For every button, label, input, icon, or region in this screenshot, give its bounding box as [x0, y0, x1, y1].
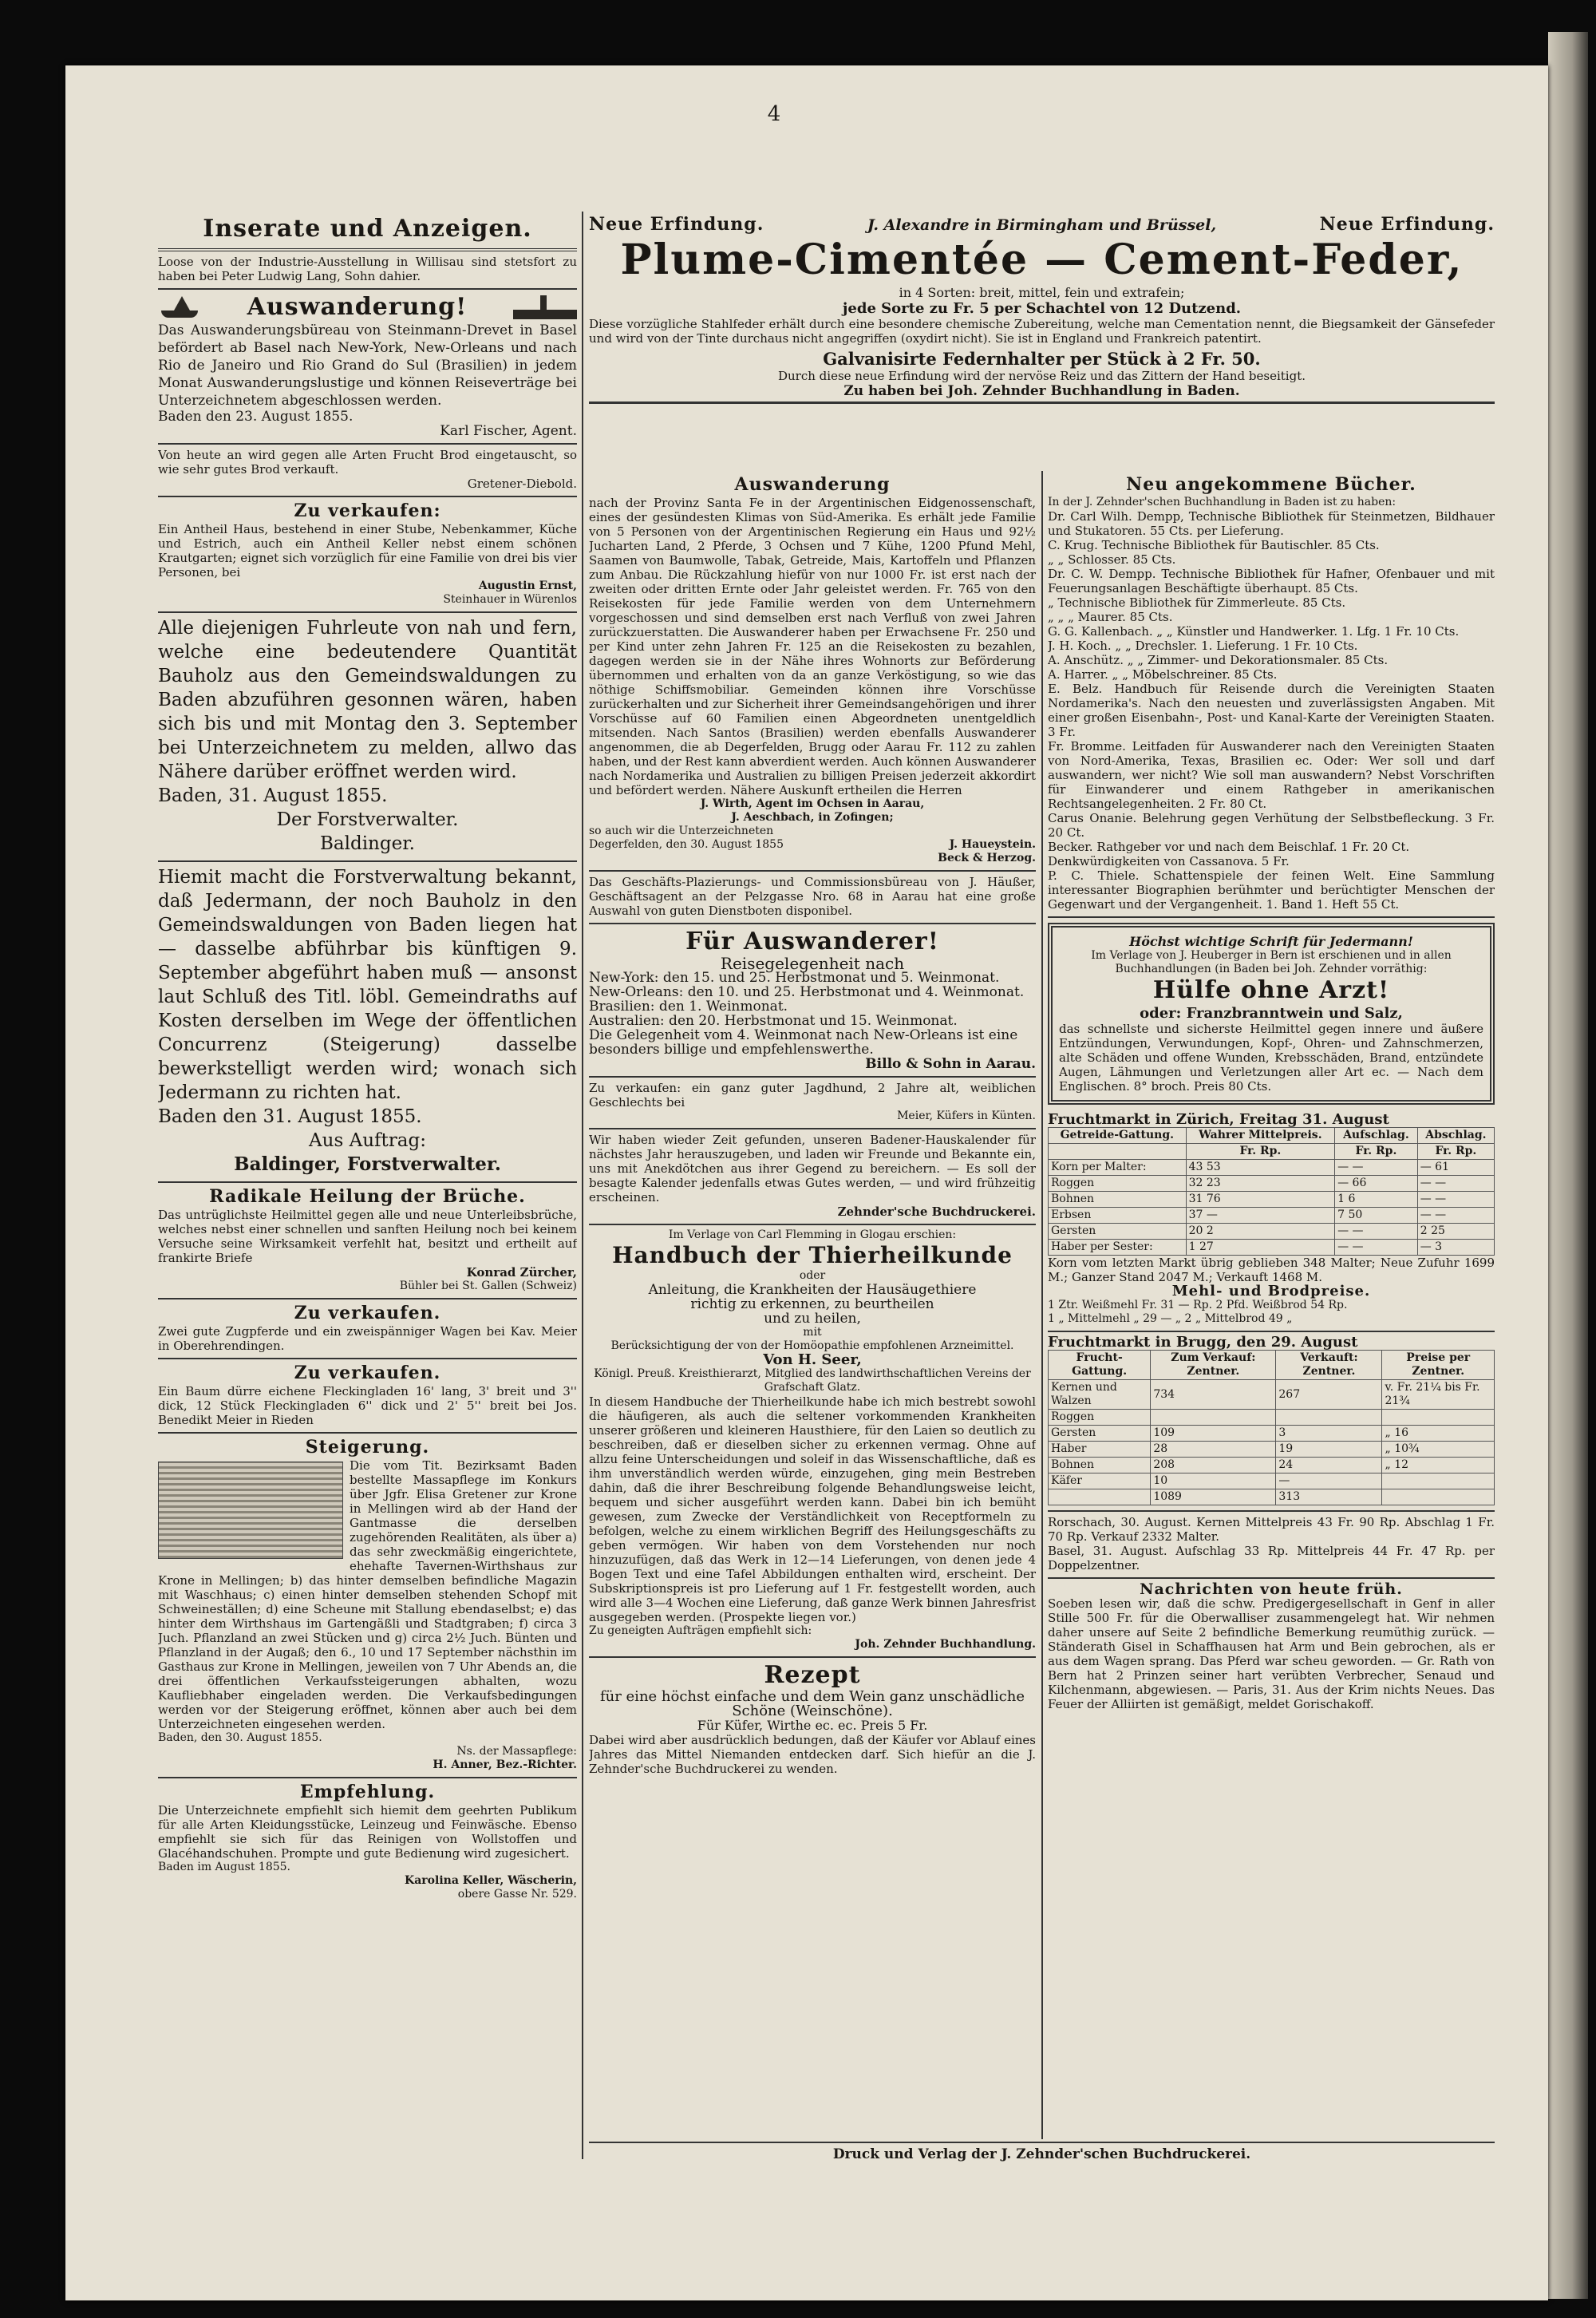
hernia-signature-place: Bühler bei St. Gallen (Schweiz) [399, 1280, 577, 1292]
hunting-dog-signature: Meier, Küfers in Künten. [897, 1110, 1036, 1122]
auction-body: Die vom Tit. Bezirksamt Baden bestellte Massapflege im Konkurs über Jgfr. Elisa Gretener zur Krone in Mellingen wird ab der Hand der Gantmasse die derselben zugehörenden Realitäten, als über a) das sehr zweckmäßig eingerichtete, ehehafte Tavernen-Wirthshaus zur Krone in Mellingen; b) das hinter demselben befindliche Magazin mit Waschhaus; c) einen hinter demselben stehenden Schopf mit Schweineställen; d) eine Scheune mit Stallung ebendaselbst; e) das hinter dem Wirthshaus im Gartengäßli und Stadtgraben; f) circa 3 Juch. Pflanzland an zwei Stücken und g) circa 2½ Juch. Bünten und Pflanzland in der Augaß; den 6., 10 und 17 September nächsthin im Gasthaus zur Krone in Mellingen, jeweilen von 7 Uhr Abends an, die drei öffentlichen Verkaufssteigerungen abhalten, wozu Kaufliebhaber eingeladen werden. Die Verkaufsbedingungen werden vor der Steigerung eröffnet, können aber auch bei dem Unterzeichneten eingesehen werden. [158, 1458, 577, 1731]
emigration-date: Baden den 23. August 1855. [158, 409, 354, 425]
price-line: jede Sorte zu Fr. 5 per Schachtel von 12 Dutzend. [842, 300, 1242, 317]
column-rule-1 [582, 212, 583, 2159]
veterinary-order: Zu geneigten Aufträgen empfiehlt sich: [589, 1624, 812, 1637]
carters-signature-name: Baldinger. [320, 833, 415, 854]
table-cell: — 66 [1335, 1176, 1418, 1192]
emigrants-sub: Reisegelegenheit nach [720, 954, 905, 973]
table-cell: 208 [1151, 1458, 1276, 1473]
news-title: Nachrichten von heute früh. [1140, 1580, 1403, 1598]
inn-engraving [158, 1462, 343, 1559]
argentina-also: so auch wir die Unterzeichneten [589, 825, 774, 837]
table-row [1049, 1426, 1495, 1442]
emigrants-title: Für Auswanderer! [685, 928, 939, 955]
for-sale-body: Ein Antheil Haus, bestehend in einer Stube, Nebenkammer, Küche und Estrich, auch ein Antheil Keller nebst einem schönen Krautgarten; eignet sich vorzüglich für eine Familie von drei bis vier Personen, bei [158, 522, 577, 580]
table-cell: Bohnen [1049, 1458, 1151, 1473]
books-list [1048, 509, 1495, 912]
veterinary-or: oder [799, 1269, 826, 1282]
book-entry: „ Technische Bibliothek für Zimmerleute. 85 Cts. [1048, 595, 1346, 610]
table-row [1049, 1380, 1495, 1410]
route-new-orleans: New-Orleans: den 10. und 25. Herbstmonat und 4. Weinmonat. [589, 984, 1025, 1000]
table-cell: 7 50 [1335, 1208, 1418, 1224]
table-cell: — — [1417, 1176, 1494, 1192]
books-intro: In der J. Zehnder'schen Buchhandlung in Baden ist zu haben: [1048, 496, 1396, 508]
table-cell: 267 [1276, 1380, 1382, 1410]
recommendation-title: Empfehlung. [299, 1782, 436, 1802]
table-row [1049, 1489, 1495, 1505]
book-entry: E. Belz. Handbuch für Reisende durch die Vereinigten Staaten Nordamerika's. Nach den neuesten und zuverlässigsten Angaben. Mit einer großen Eisenbahn-, Post- und Kanal-Karte der Vereinigten Staaten. 3 Fr. [1048, 682, 1495, 739]
table-cell: — 61 [1417, 1160, 1494, 1176]
calendar-notice: Wir haben wieder Zeit gefunden, unseren Badener-Hauskalender für nächstes Jahr herauszugeben, und laden wir Freunde und Bekannte ein, uns mit Anekdötchen aus ihrer Gegend zu bereichern. — Es soll der besagte Kalender jedenfalls etwas Gutes werden, — und wird frühzeitig erscheinen. [589, 1133, 1036, 1204]
table-row [1049, 1410, 1495, 1426]
table-cell [1382, 1489, 1495, 1505]
book-entry: C. Krug. Technische Bibliothek für Bautischler. 85 Cts. [1048, 538, 1380, 552]
route-brazil: Brasilien: den 1. Weinmonat. [589, 999, 788, 1015]
recipe-price: Für Küfer, Wirthe ec. ec. Preis 5 Fr. [697, 1718, 928, 1733]
hernia-signature: Konrad Zürcher, [466, 1265, 577, 1280]
emigrants-signature: Billo & Sohn in Aarau. [865, 1056, 1036, 1072]
recommendation-address: obere Gasse Nr. 529. [457, 1888, 577, 1901]
table-cell: 24 [1276, 1458, 1382, 1473]
table-header: Getreide-Gattung. [1049, 1128, 1187, 1144]
column-3 [1048, 471, 1495, 2138]
column-2 [589, 471, 1036, 2138]
table-cell: — — [1417, 1192, 1494, 1208]
argentina-body: nach der Provinz Santa Fe in der Argentinischen Eidgenossenschaft, eines der gesündesten Klimas von Süd-Amerika. Es erhält jede Familie von 5 Personen von der Argentinischen Regierung ein Haus und 92½ Jucharten Land, 2 Pferde, 3 Ochsen und 7 Kühe, 1200 Pfund Mehl, Saamen von Baumwolle, Tabak, Getreide, Mais, Kartoffeln und Pflanzen zum Anbau. Die Rückzahlung hiefür von nur 1000 Fr. ist erst nach der zweiten oder dritten Ernte oder Jahr geleistet werden. Fr. 765 von den Reisekosten für jede Familie werden von dem Unternehmern vorgeschossen und sind demselben erst nach Verfluß von zwei Jahren zurückzuerstatten. Die Auswanderer haben per Erwachsene Fr. 250 und per Kind unter zehn Jahren Fr. 125 an die Reisekosten zu bezahlen, dagegen werden sie in der Nähe ihres Wohnorts zur Beförderung übernommen und erhalten von da an ganze Verköstigung, so wie das nöthige Schiffsmobiliar. Gemeinden können ihre Vorschüsse zurückerhalten und zur Sicherheit ihrer Gemeindsangehörigen und ihrer Vorschüsse auf 60 Familien einen Abgeordneten unentgeldlich mitsenden. Nach Santos (Brasilien) werden ebenfalls Auswanderer angenommen, die ab Degerfelden, Brugg oder Aarau Fr. 112 zu zahlen haben, und der Rest kann abverdient werden. Auch können Auswanderer nach Nordamerika und Australien zu billigen Preisen jederzeit akkordirt und befördert werden. Nähere Auskunft ertheilen die Herren [589, 496, 1036, 797]
for-sale-signature: Augustin Ernst, [478, 580, 577, 592]
section-title: Inserate und Anzeigen. [203, 215, 532, 243]
hernia-body: Das untrüglichste Heilmittel gegen alle und neue Unterleibsbrüche, welches nebst einer schnellen und sanften Heilung noch bei keinem Versuche seine Wirksamkeit verfehlt hat, besitzt und ertheilt auf frankirte Briefe [158, 1208, 577, 1265]
table-cell [1276, 1410, 1382, 1426]
recommendation-signature: Karolina Keller, Wäscherin, [405, 1874, 577, 1887]
table-header: Abschlag. [1417, 1128, 1494, 1144]
book-entry: Dr. C. W. Dempp. Technische Bibliothek für Hafner, Ofenbauer und mit Feuerungsanlagen Beschäftigte überhaupt. 85 Cts. [1048, 567, 1495, 595]
argentina-agent-1: J. Wirth, Agent im Ochsen in Aarau, [700, 797, 925, 810]
table-cell: 20 2 [1186, 1224, 1334, 1240]
book-entry: Dr. Carl Wilh. Dempp, Technische Bibliothek für Steinmetzen, Bildhauer und Stukatoren. 55 Cts. per Lieferung. [1048, 509, 1495, 538]
table-cell: — 3 [1417, 1240, 1494, 1256]
veterinary-body: In diesem Handbuche der Thierheilkunde habe ich mich bestrebt sowohl die häufigeren, als auch die seltener vorkommenden Krankheiten unserer größeren und kleineren Hausthiere, für den Laien so deutlich zu beschreiben, daß er dieselben sicher zu erkennen vermag. Ohne auf allzu feine Unterscheidungen und soleif in das Wissenschaftliche, daß es ihm unverständlich werden würde, einzugehen, ging mein Bestreben dahin, daß die ihrer Beschreibung folgende Behandlungsweise leicht, bequem und sicher ausgeführt werden kann. Dabei bin ich bemüht gewesen, zum Zwecke der Verständlichkeit von Receptformeln zu befolgen, welche zu einem wirklichen Begriff des Heilungsgeschäfts zu geben vermögen. Wir haben von dem Vorstehenden nur noch hinzuzufügen, daß das Werk in 12—14 Lieferungen, von denen jede 4 Bogen Text und eine Tafel Abbildungen enthalten wird, erscheint. Der Subskriptionspreis ist pro Lieferung auf 1 Fr. festgestellt worden, auch wird alle 3—4 Wochen eine Lieferung, daß ganze Werk binnen Jahresfrist ausgegeben werden. (Prospekte liegen vor.) [589, 1394, 1036, 1624]
book-entry: „ „ „ Maurer. 85 Cts. [1048, 610, 1173, 624]
book-entry: Fr. Bromme. Leitfaden für Auswanderer nach den Vereinigten Staaten von Nord-Amerika, Texas, Brasilien ec. Oder: Wer soll und darf auswandern, wer nicht? Wie soll man auswandern? Nebst Vorschriften für Einwanderer und einem Rathgeber in amerikanischen Rechtsangelegenheiten. 2 Fr. 80 Ct. [1048, 739, 1495, 811]
table-row [1049, 1240, 1495, 1256]
table-cell: 2 25 [1417, 1224, 1494, 1240]
for-sale-2-body: Zwei gute Zugpferde und ein zweispänniger Wagen bei Kav. Meier in Oberehrendingen. [158, 1324, 577, 1353]
table-header: Aufschlag. [1335, 1128, 1418, 1144]
table-cell: Käfer [1049, 1473, 1151, 1489]
auction-signature: H. Anner, Bez.-Richter. [433, 1758, 577, 1771]
argentina-date: Degerfelden, den 30. August 1855 [589, 838, 784, 851]
table-cell: v. Fr. 21¼ bis Fr. 21¾ [1382, 1380, 1495, 1410]
veterinary-signature: Joh. Zehnder Buchhandlung. [855, 1638, 1036, 1651]
argentina-signature-1: J. Haueystein. [949, 838, 1036, 851]
recommendation-date: Baden im August 1855. [158, 1861, 290, 1873]
placement-bureau: Das Geschäfts-Plazierungs- und Commissionsbüreau von J. Häußer, Geschäftsagent an der Pelzgasse Nro. 68 in Aarau hat eine große Auswahl von guten Dienstboten disponibel. [589, 875, 1036, 918]
holder-description: Durch diese neue Erfindung wird der nervöse Reiz und das Zittern der Hand beseitigt. [777, 369, 1306, 383]
table-subheader: Fr. Rp. [1186, 1144, 1334, 1160]
no-doctor-title: Hülfe ohne Arzt! [1152, 976, 1390, 1004]
book-entry: Becker. Rathgeber vor und nach dem Beischlaf. 1 Fr. 20 Ct. [1048, 840, 1410, 854]
no-doctor-body: das schnellste und sicherste Heilmittel gegen innere und äußere Entzündungen, Verwundungen, Kopf-, Ohren- und Zahnschmerzen, alte Schäden und offene Wunden, Krebsschäden, Brand, entzündete Augen, Lähmungen und Verletzungen aller Art ec. — Nach dem Englischen. 8° broch. Preis 80 Cts. [1059, 1022, 1483, 1094]
hunting-dog-ad: Zu verkaufen: ein ganz guter Jagdhund, 2 Jahre alt, weiblichen Geschlechts bei [589, 1081, 1036, 1110]
table-row [1049, 1458, 1495, 1473]
column-1 [158, 212, 577, 2135]
books-title: Neu angekommene Bücher. [1126, 474, 1416, 495]
imprint: Druck und Verlag der J. Zehnder'schen Buchdruckerei. [589, 2142, 1495, 2162]
book-entry: A. Anschütz. „ „ Zimmer- und Dekorationsmaler. 85 Cts. [1048, 653, 1389, 667]
route-new-york: New-York: den 15. und 25. Herbstmonat und 5. Weinmonat. [589, 970, 1000, 986]
forestry-notice: Hiemit macht die Forstverwaltung bekannt, daß Jedermann, der noch Bauholz in den Gemeindswaldungen von Baden liegen hat — dasselbe abführbar bis künftigen 9. September abgeführt haben muß — ansonst laut Schluß des Titl. löbl. Gemeindraths auf Kosten derselben im Wege der öffentlichen Concurrenz (Steigerung) dasselbe bewerkstelligt werden wird; wonach sich Jedermann zu richten hat. [158, 867, 577, 1103]
veterinary-title: Handbuch der Thierheilkunde [612, 1242, 1013, 1268]
carters-notice: Alle diejenigen Fuhrleute von nah und fern, welche eine bedeutendere Quantität Bauholz aus den Gemeindswaldungen zu Baden abzuführen gesonnen wären, haben sich bis und mit Montag den 3. September bei Unterzeichnetem zu melden, allwo das Nähere darüber eröffnet werden wird. [158, 618, 577, 782]
table-row [1049, 1176, 1495, 1192]
flour-bread-row-1: 1 Ztr. Weißmehl Fr. 31 — Rp. 2 Pfd. Weißbrod 54 Rp. [1048, 1299, 1348, 1311]
recipe-title: Rezept [764, 1661, 861, 1689]
table-cell: — — [1335, 1224, 1418, 1240]
sailing-ship-icon [158, 295, 201, 319]
page-number: 4 [767, 102, 781, 126]
table-row [1049, 1192, 1495, 1208]
news-body: Soeben lesen wir, daß die schw. Predigergesellschaft in Genf in aller Stille 500 Fr. für die Oberwalliser zusammengelegt hat. Wir nehmen daher unsere auf Seite 2 befindliche Bemerkung reumüthig zurück. — Ständerath Gisel in Schaffhausen hat Arm und Bein gebrochen, als er aus dem Wagen sprang. Das Pferd war scheu geworden. — Gr. Rath von Bern hat 2 Prinzen seiner hart verübten Verbrecher, Senaud und Kilchenmann, abgewiesen. — Paris, 31. Aus der Krim nichts Neues. Das Feuer der Alliirten ist gemäßigt, meldet Gorischakoff. [1048, 1596, 1495, 1711]
table-header: Preise per Zentner. [1382, 1351, 1495, 1380]
table-row [1049, 1208, 1495, 1224]
column-rule-2 [1041, 471, 1043, 2139]
sorts-line: in 4 Sorten: breit, mittel, fein und extrafein; [899, 285, 1185, 300]
brugg-market-title: Fruchtmarkt in Brugg, den 29. August [1048, 1334, 1358, 1351]
table-row [1049, 1442, 1495, 1458]
no-doctor-publisher: Im Verlage von J. Heuberger in Bern ist erschienen und in allen Buchhandlungen (in Baden bei Joh. Zehnder vorräthig: [1091, 949, 1452, 975]
zurich-market-title: Fruchtmarkt in Zürich, Freitag 31. August [1048, 1111, 1389, 1128]
veterinary-sub-3: und zu heilen, [764, 1311, 861, 1327]
table-cell: Roggen [1049, 1410, 1151, 1426]
table-cell: Haber per Sester: [1049, 1240, 1187, 1256]
book-entry: J. H. Koch. „ „ Drechsler. 1. Lieferung. 1 Fr. 10 Cts. [1048, 639, 1358, 653]
table-cell [1151, 1410, 1276, 1426]
bread-signature: Gretener-Diebold. [467, 477, 577, 491]
table-subheader [1049, 1144, 1187, 1160]
flour-bread-row-2: 1 „ Mittelmehl „ 29 — „ 2 „ Mittelbrod 49 „ [1048, 1312, 1293, 1325]
book-entry: G. G. Kallenbach. „ „ Künstler und Handwerker. 1. Lfg. 1 Fr. 10 Cts. [1048, 624, 1460, 639]
new-invention-left: Neue Erfindung. [589, 214, 764, 235]
table-subheader: Fr. Rp. [1335, 1144, 1418, 1160]
table-row [1049, 1224, 1495, 1240]
table-cell: 19 [1276, 1442, 1382, 1458]
page-edge [1548, 32, 1588, 2299]
table-cell [1382, 1473, 1495, 1489]
emigration-body: Das Auswanderungsbüreau von Steinmann-Drevet in Basel befördert ab Basel nach New-York, New-Orleans und nach Rio de Janeiro und Rio Grand do Sul (Brasilien) in jedem Monat Auswanderungslustige und können Reiseverträge bei Unterzeichnetem abgeschlossen werden. [158, 322, 577, 409]
lottery-notice: Loose von der Industrie-Ausstellung in Willisau sind stetsfort zu haben bei Peter Ludwig Lang, Sohn dahier. [158, 255, 577, 283]
carters-signature-title: Der Forstverwalter. [276, 809, 459, 830]
pen-description: Diese vorzügliche Stahlfeder erhält durch eine besondere chemische Zubereitung, welche man Cementation nennt, die Biegsamkeit der Gänsefeder und wird von der Tinte durchaus nicht angegriffen (oxydirt nicht). Sie ist in England und Frankreich patentirt. [589, 317, 1495, 346]
table-subheader: Fr. Rp. [1417, 1144, 1494, 1160]
table-cell: 10 [1151, 1473, 1276, 1489]
recipe-sub: für eine höchst einfache und dem Wein ganz unschädliche Schöne (Weinschöne). [599, 1688, 1025, 1719]
new-invention-right: Neue Erfindung. [1319, 214, 1495, 235]
emigration-signature: Karl Fischer, Agent. [440, 423, 577, 439]
book-entry: Denkwürdigkeiten von Cassanova. 5 Fr. [1048, 854, 1290, 868]
table-cell: Erbsen [1049, 1208, 1187, 1224]
table-cell [1049, 1489, 1151, 1505]
forestry-mandate: Aus Auftrag: [309, 1130, 426, 1151]
table-row [1049, 1160, 1495, 1176]
table-cell: 313 [1276, 1489, 1382, 1505]
table-cell: 37 — [1186, 1208, 1334, 1224]
table-cell: — — [1335, 1160, 1418, 1176]
table-cell: 109 [1151, 1426, 1276, 1442]
veterinary-with: mit [803, 1326, 822, 1339]
table-header: Zum Verkauf: Zentner. [1151, 1351, 1276, 1380]
book-entry: P. C. Thiele. Schattenspiele der feinen Welt. Eine Sammlung interessanter Biographien berühmter und berüchtigter Menschen der Gegenwart und der Vergangenheit. 1. Band 1. Heft 55 Ct. [1048, 868, 1495, 912]
book-entry: „ „ Schlosser. 85 Cts. [1048, 552, 1176, 567]
table-row [1049, 1473, 1495, 1489]
cement-pen-title: Plume-Cimentée — Cement-Feder, [620, 235, 1464, 284]
table-cell: 1089 [1151, 1489, 1276, 1505]
manufacturer: J. Alexandre in Birmingham und Brüssel, [867, 216, 1217, 234]
veterinary-author: Von H. Seer, [763, 1351, 862, 1368]
table-cell: 32 23 [1186, 1176, 1334, 1192]
for-sale-signature-place: Steinhauer in Würenlos [443, 593, 577, 606]
table-cell: „ 10¾ [1382, 1442, 1495, 1458]
route-australia: Australien: den 20. Herbstmonat und 15. Weinmonat. [589, 1013, 958, 1029]
table-cell: Kernen und Walzen [1049, 1380, 1151, 1410]
auction-date: Baden, den 30. August 1855. [158, 1731, 322, 1744]
basel-report: Basel, 31. August. Aufschlag 33 Rp. Mittelpreis 44 Fr. 47 Rp. per Doppelzentner. [1048, 1544, 1495, 1572]
zurich-market-note: Korn vom letzten Markt übrig geblieben 348 Malter; Neue Zufuhr 1699 M.; Ganzer Stand 2047 M.; Verkauft 1468 M. [1048, 1256, 1495, 1284]
table-cell: 3 [1276, 1426, 1382, 1442]
cement-pen-ad [589, 214, 1495, 404]
table-cell: 43 53 [1186, 1160, 1334, 1176]
table-cell: 1 27 [1186, 1240, 1334, 1256]
table-cell: 28 [1151, 1442, 1276, 1458]
table-cell: Haber [1049, 1442, 1151, 1458]
table-cell: — [1276, 1473, 1382, 1489]
table-cell: „ 16 [1382, 1426, 1495, 1442]
argentina-title: Auswanderung [734, 474, 891, 495]
bread-notice: Von heute an wird gegen alle Arten Frucht Brod eingetauscht, so wie sehr gutes Brod verkauft. [158, 448, 577, 477]
forestry-signature: Baldinger, Forstverwalter. [234, 1153, 501, 1175]
table-cell: Korn per Malter: [1049, 1160, 1187, 1176]
table-header: Verkauft: Zentner. [1276, 1351, 1382, 1380]
recommendation-body: Die Unterzeichnete empfiehlt sich hiemit dem geehrten Publikum für alle Arten Kleidungsstücke, Leinzeug und Feinwäsche. Ebenso empfiehlt sie sich für das Reinigen von Wollstoffen und Glacéhandschuhen. Prompte und gute Bedienung wird zugesichert. [158, 1803, 577, 1861]
brugg-market-table [1048, 1350, 1495, 1505]
for-sale-2-title: Zu verkaufen. [294, 1303, 441, 1323]
book-entry: A. Harrer. „ „ Möbelschreiner. 85 Cts. [1048, 667, 1278, 682]
seller-line: Zu haben bei Joh. Zehnder Buchhandlung in Baden. [589, 383, 1495, 404]
calendar-signature: Zehnder'sche Buchdruckerei. [837, 1204, 1036, 1219]
table-cell: 1 6 [1335, 1192, 1418, 1208]
veterinary-sub-2: richtig zu erkennen, zu beurtheilen [690, 1296, 934, 1312]
table-header: Wahrer Mittelpreis. [1186, 1128, 1334, 1144]
no-doctor-ad [1048, 923, 1495, 1105]
for-sale-3-title: Zu verkaufen. [294, 1363, 441, 1383]
zurich-market-table [1048, 1127, 1495, 1256]
recipe-body: Dabei wird aber ausdrücklich bedungen, daß der Käufer vor Ablauf eines Jahres das Mittel Niemanden entdecken darf. Sich hiefür an die J. Zehnder'sche Buchdruckerei zu wenden. [589, 1733, 1036, 1776]
steamship-icon [513, 294, 577, 321]
table-cell: 734 [1151, 1380, 1276, 1410]
table-cell: Gersten [1049, 1224, 1187, 1240]
carters-date: Baden, 31. August 1855. [158, 785, 388, 806]
table-cell: 31 76 [1186, 1192, 1334, 1208]
route-recommendation: Die Gelegenheit vom 4. Weinmonat nach New-Orleans ist eine besonders billige und empfehlenswerthe. [589, 1027, 1018, 1058]
argentina-signature-2: Beck & Herzog. [938, 852, 1036, 864]
for-sale-3-body: Ein Baum dürre eichene Fleckingladen 16' lang, 3' breit und 3'' dick, 12 Stück Fleckingladen 6'' dick und 2' 5'' breit bei Jos. Benedikt Meier in Rieden [158, 1384, 577, 1427]
table-cell: — — [1417, 1208, 1494, 1224]
table-cell: Bohnen [1049, 1192, 1187, 1208]
holder-line: Galvanisirte Federnhalter per Stück à 2 Fr. 50. [823, 349, 1261, 369]
veterinary-publisher: Im Verlage von Carl Flemming in Glogau erschien: [668, 1228, 957, 1241]
auction-signature-role: Ns. der Massapflege: [456, 1745, 577, 1758]
veterinary-sub-4: Berücksichtigung der von der Homöopathie empfohlenen Arzneimittel. [610, 1339, 1014, 1352]
table-cell: — — [1335, 1240, 1418, 1256]
argentina-agent-2: J. Aeschbach, in Zofingen; [731, 811, 894, 824]
no-doctor-sub: oder: Franzbranntwein und Salz, [1140, 1005, 1403, 1022]
for-sale-title: Zu verkaufen: [294, 500, 441, 521]
flour-bread-title: Mehl- und Brodpreise. [1171, 1283, 1371, 1299]
rorschach-report: Rorschach, 30. August. Kernen Mittelpreis 43 Fr. 90 Rp. Abschlag 1 Fr. 70 Rp. Verkauf 2332 Malter. [1048, 1515, 1495, 1544]
emigration-title: Auswanderung! [247, 293, 468, 321]
forestry-date: Baden den 31. August 1855. [158, 1106, 422, 1127]
no-doctor-kicker: Höchst wichtige Schrift für Jedermann! [1129, 934, 1413, 949]
book-entry: Carus Onanie. Belehrung gegen Verhütung der Selbstbefleckung. 3 Fr. 20 Ct. [1048, 811, 1495, 840]
veterinary-author-title: Königl. Preuß. Kreisthierarzt, Mitglied des landwirthschaftlichen Vereins der Grafschaft Glatz. [594, 1367, 1031, 1394]
hernia-title: Radikale Heilung der Brüche. [209, 1186, 526, 1207]
table-cell: „ 12 [1382, 1458, 1495, 1473]
table-header: Frucht-Gattung. [1049, 1351, 1151, 1380]
table-cell: Gersten [1049, 1426, 1151, 1442]
table-cell: Roggen [1049, 1176, 1187, 1192]
auction-title: Steigerung. [305, 1437, 430, 1458]
table-cell [1382, 1410, 1495, 1426]
veterinary-sub-1: Anleitung, die Krankheiten der Hausäugethiere [648, 1282, 977, 1298]
